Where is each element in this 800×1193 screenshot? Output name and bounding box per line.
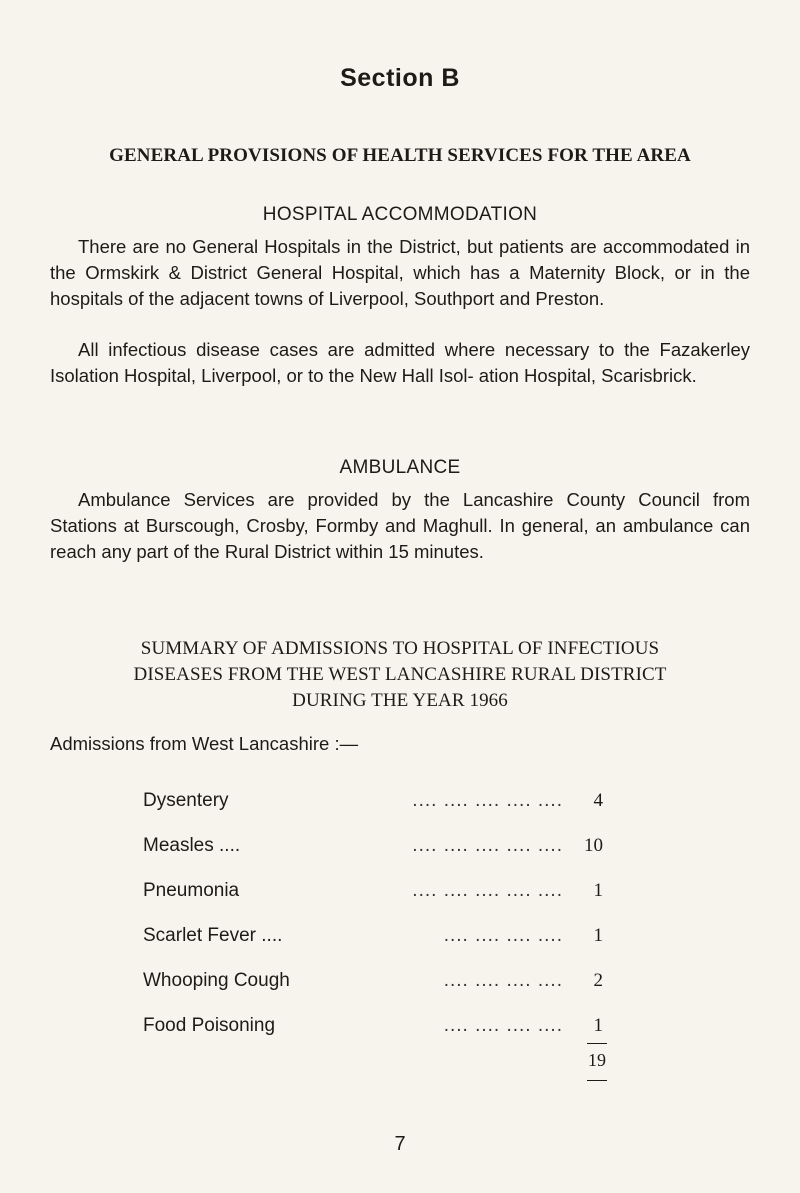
section-title: Section B [340,64,460,92]
ambulance-heading: AMBULANCE [339,457,461,478]
hospital-paragraph-1 [50,234,750,312]
summary-heading-line-2: DISEASES FROM THE WEST LANCASHIRE RURAL DISTRICT [133,664,667,685]
admission-count: 4 [593,790,603,811]
disease-name: Food Poisoning [143,1015,276,1036]
admission-count: 1 [593,1015,603,1036]
dot-leader: .... .... .... .... .... [412,835,563,856]
disease-name: Whooping Cough [143,970,290,991]
table-row [143,1015,613,1060]
table-row [143,970,613,1015]
dot-leader: .... .... .... .... .... [412,790,563,811]
table-row [143,835,613,880]
summary-heading [30,636,770,714]
dot-leader: .... .... .... .... [443,925,563,946]
admission-count: 10 [584,835,603,856]
total-rule-bottom [587,1080,607,1081]
disease-name: Dysentery [143,790,229,811]
summary-heading-line-3: DURING THE YEAR 1966 [292,690,508,711]
dot-leader: .... .... .... .... .... [412,880,563,901]
admissions-table [143,790,613,1060]
main-heading: GENERAL PROVISIONS OF HEALTH SERVICES FOR THE AREA [109,145,691,166]
ambulance-paragraph-text: Ambulance Services are provided by the Lancashire County Council from Stations at Burscough, Crosby, Formby and Maghull. In general, an ambulance can reach any part of the Rural District within 15 minutes. [50,489,750,562]
admission-count: 1 [593,880,603,901]
total-rule-top [587,1043,607,1044]
disease-name: Scarlet Fever .... [143,925,283,946]
page-number: 7 [394,1133,406,1155]
admission-count: 2 [593,970,603,991]
dot-leader: .... .... .... .... [443,970,563,991]
table-row [143,790,613,835]
hospital-accommodation-heading: HOSPITAL ACCOMMODATION [262,204,538,225]
summary-heading-line-1: SUMMARY OF ADMISSIONS TO HOSPITAL OF INFECTIOUS [140,638,660,659]
ambulance-paragraph [50,487,750,565]
table-row [143,925,613,970]
hospital-paragraph-2 [50,337,750,389]
hospital-paragraph-2-text: All infectious disease cases are admitted where necessary to the Fazakerley Isolation Hospital, Liverpool, or to the New Hall Isol- ation Hospital, Scarisbrick. [50,339,750,386]
admission-count: 1 [593,925,603,946]
admissions-intro: Admissions from West Lancashire :— [50,733,359,754]
disease-name: Measles .... [143,835,241,856]
disease-name: Pneumonia [143,880,240,901]
table-row [143,880,613,925]
admissions-total: 19 [588,1050,606,1070]
hospital-paragraph-1-text: There are no General Hospitals in the District, but patients are accommodated in the Ormskirk & District General Hospital, which has a Maternity Block, or in the hospitals of the adjacent towns of Liverpool, Southport and Preston. [50,236,750,309]
dot-leader: .... .... .... .... [443,1015,563,1036]
